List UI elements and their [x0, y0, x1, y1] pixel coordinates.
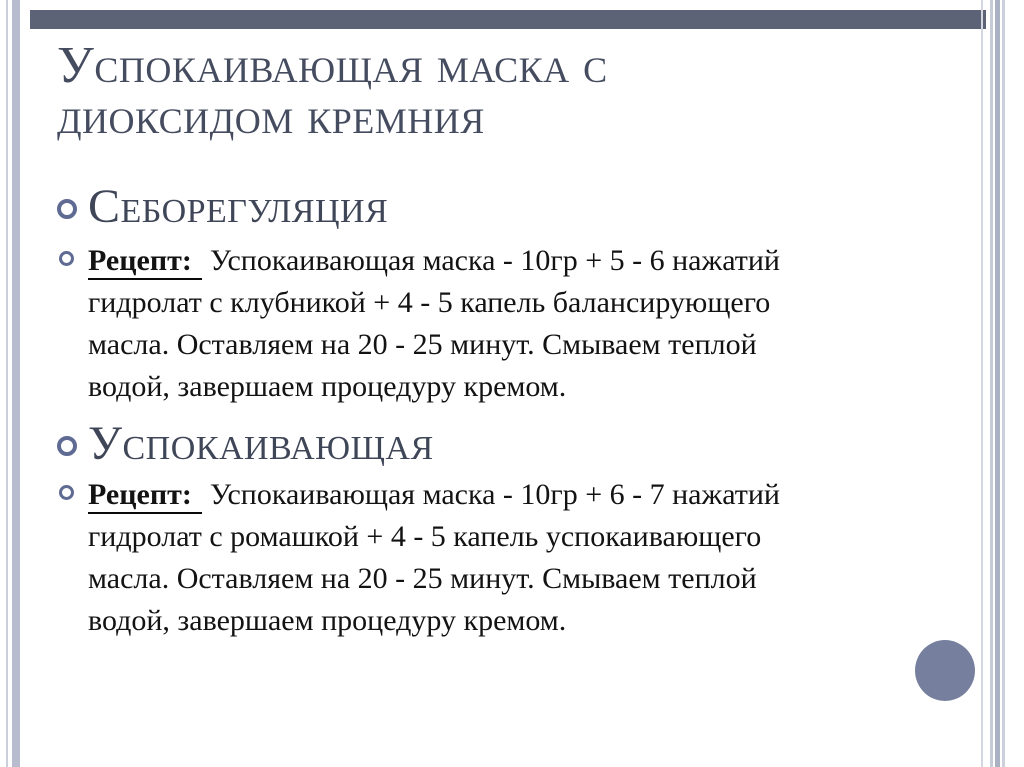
bullet-ring-icon [59, 251, 74, 266]
right-border-line-4 [1002, 0, 1005, 767]
section-heading-seboregulation [57, 180, 389, 233]
bullet-ring-icon [57, 436, 77, 456]
section-heading-label: Успокаивающая [88, 417, 434, 470]
right-border-line-1 [981, 0, 983, 767]
recipe-line: гидролат с ромашкой + 4 - 5 капель успокаивающего [88, 520, 762, 553]
recipe-line: гидролат с клубникой + 4 - 5 капель балансирующего [88, 286, 771, 319]
recipe-paragraph-2 [59, 474, 780, 642]
recipe-line: масла. Оставляем на 20 - 25 минут. Смываем теплой [88, 328, 757, 361]
section-heading-soothing [57, 417, 434, 470]
bullet-ring-icon [57, 199, 77, 219]
top-accent-bar [30, 10, 986, 29]
recipe-line: водой, завершаем процедуру кремом. [88, 604, 567, 637]
recipe-text [88, 474, 780, 642]
right-border-line-3 [995, 0, 1000, 767]
recipe-paragraph-1 [59, 240, 780, 408]
decorative-circle-icon [915, 640, 975, 701]
recipe-line-text: Успокаивающая маска - 10гр + 6 - 7 нажатий [209, 478, 780, 511]
left-border-line-thick [12, 0, 20, 767]
recipe-line-text: Успокаивающая маска - 10гр + 5 - 6 нажатий [209, 244, 780, 277]
recipe-line [88, 474, 780, 516]
bullet-ring-icon [59, 485, 74, 500]
slide-title: Успокаивающая маска с диоксидом кремния [57, 37, 608, 145]
right-border-line-2 [990, 0, 993, 767]
recipe-line: масла. Оставляем на 20 - 25 минут. Смываем теплой [88, 562, 757, 595]
left-border-line-thin [6, 0, 8, 767]
recipe-line: водой, завершаем процедуру кремом. [88, 370, 567, 403]
recipe-label: Рецепт: [88, 244, 202, 280]
recipe-label: Рецепт: [88, 478, 202, 514]
recipe-line [88, 240, 780, 282]
section-heading-label: Себорегуляция [88, 180, 389, 233]
recipe-text [88, 240, 780, 408]
